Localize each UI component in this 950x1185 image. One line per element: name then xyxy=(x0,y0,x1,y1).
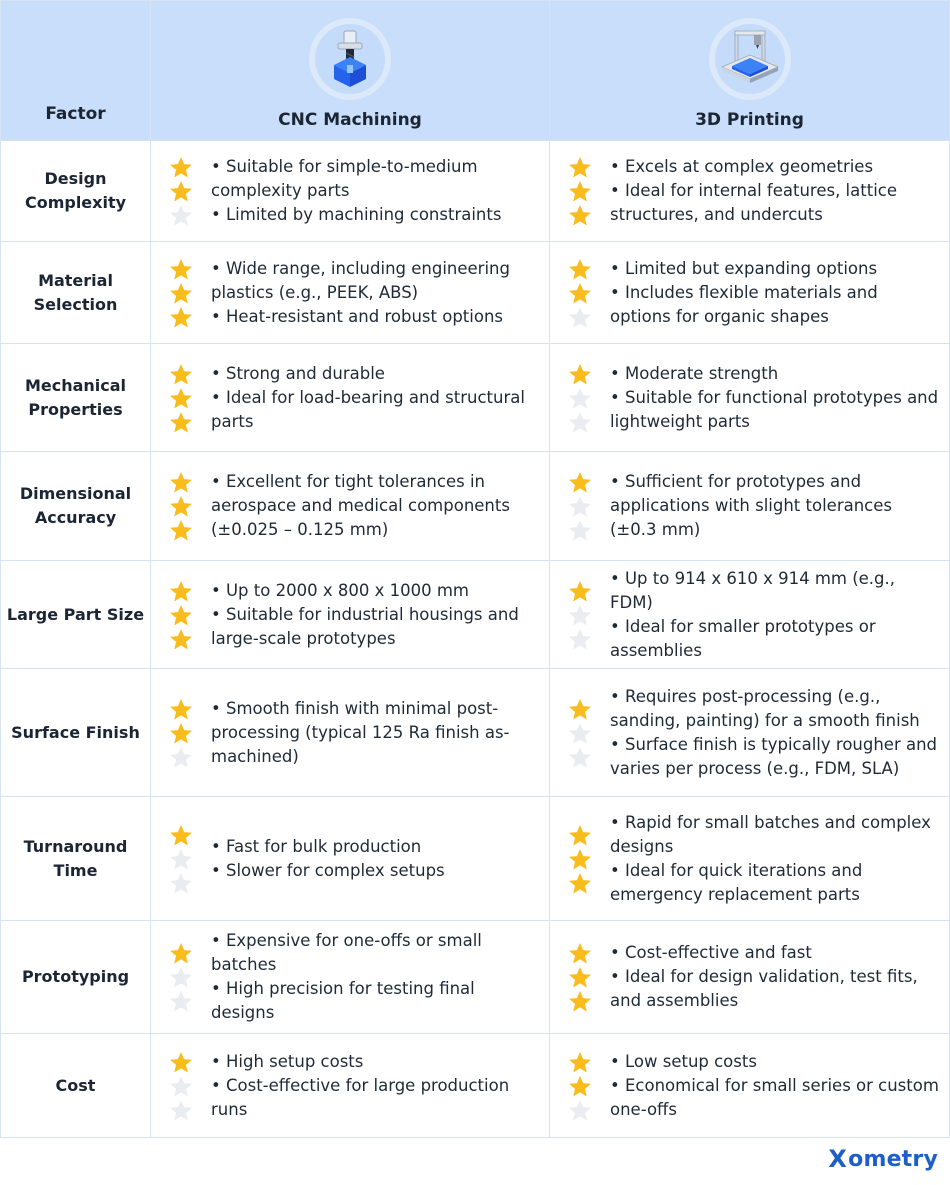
bullet-item: • Economical for small series or custom one-offs xyxy=(610,1074,939,1122)
star-rating xyxy=(167,697,195,769)
bullet-item: • Ideal for smaller prototypes or assemblies xyxy=(610,615,939,663)
cnc-cell xyxy=(151,141,550,242)
bullet-list xyxy=(151,470,549,542)
bullet-item: • Limited by machining constraints xyxy=(211,203,539,227)
bullet-list xyxy=(151,835,549,883)
bullet-list xyxy=(550,470,949,542)
star-empty-icon xyxy=(167,847,195,871)
star-filled-icon xyxy=(167,627,195,651)
factor-cell: Surface Finish xyxy=(1,669,151,797)
cnc-cell xyxy=(151,242,550,344)
bullet-item: • High precision for testing final designs xyxy=(211,977,539,1025)
table-row xyxy=(1,344,950,452)
bullet-list xyxy=(151,1050,549,1122)
cnc-cell xyxy=(151,797,550,921)
factor-cell: Cost xyxy=(1,1034,151,1138)
star-filled-icon xyxy=(167,721,195,745)
factor-cell: Prototyping xyxy=(1,921,151,1034)
bullet-list xyxy=(151,929,549,1025)
star-filled-icon xyxy=(167,603,195,627)
star-rating xyxy=(566,823,594,895)
table-row xyxy=(1,669,950,797)
table-row xyxy=(1,242,950,344)
bullet-list xyxy=(151,362,549,434)
star-empty-icon xyxy=(167,745,195,769)
star-filled-icon xyxy=(167,155,195,179)
factor-cell: Large Part Size xyxy=(1,561,151,669)
star-filled-icon xyxy=(566,847,594,871)
star-filled-icon xyxy=(167,494,195,518)
factor-cell: Turnaround Time xyxy=(1,797,151,921)
bullet-item: • Smooth finish with minimal post-processing (typical 125 Ra finish as-machined) xyxy=(211,697,539,769)
bullet-item: • Requires post-processing (e.g., sanding, painting) for a smooth finish xyxy=(610,685,939,733)
cnc-cell xyxy=(151,1034,550,1138)
bullet-item: • Limited but expanding options xyxy=(610,257,939,281)
star-empty-icon xyxy=(566,494,594,518)
star-filled-icon xyxy=(566,203,594,227)
star-filled-icon xyxy=(167,941,195,965)
printing-cell xyxy=(550,797,950,921)
3d-printer-icon xyxy=(708,17,792,101)
star-empty-icon xyxy=(566,745,594,769)
bullet-item: • Ideal for quick iterations and emergency replacement parts xyxy=(610,859,939,907)
star-filled-icon xyxy=(167,410,195,434)
bullet-list xyxy=(550,1050,949,1122)
star-empty-icon xyxy=(167,965,195,989)
bullet-list xyxy=(550,941,949,1013)
star-filled-icon xyxy=(566,941,594,965)
star-filled-icon xyxy=(566,257,594,281)
bullet-item: • Strong and durable xyxy=(211,362,539,386)
bullet-item: • Slower for complex setups xyxy=(211,859,539,883)
factor-header-label: Factor xyxy=(45,104,106,124)
cnc-cell xyxy=(151,561,550,669)
star-rating xyxy=(167,155,195,227)
printing-cell xyxy=(550,452,950,561)
table-row xyxy=(1,141,950,242)
bullet-list xyxy=(151,579,549,651)
factor-cell: Material Selection xyxy=(1,242,151,344)
star-empty-icon xyxy=(566,603,594,627)
xometry-logo-text: ometry xyxy=(848,1146,938,1172)
xometry-logo-mark: X xyxy=(828,1145,848,1173)
star-rating xyxy=(566,1050,594,1122)
star-rating xyxy=(167,362,195,434)
star-rating xyxy=(167,1050,195,1122)
star-filled-icon xyxy=(167,386,195,410)
star-filled-icon xyxy=(566,155,594,179)
star-empty-icon xyxy=(167,1098,195,1122)
star-filled-icon xyxy=(566,179,594,203)
star-rating xyxy=(167,823,195,895)
bullet-list xyxy=(550,155,949,227)
star-filled-icon xyxy=(167,697,195,721)
star-filled-icon xyxy=(167,579,195,603)
star-empty-icon xyxy=(566,305,594,329)
printing-cell xyxy=(550,141,950,242)
printing-column-header xyxy=(550,1,950,141)
star-rating xyxy=(167,257,195,329)
bullet-item: • Suitable for functional prototypes and lightweight parts xyxy=(610,386,939,434)
table-row xyxy=(1,1034,950,1138)
bullet-list xyxy=(151,697,549,769)
bullet-item: • Heat-resistant and robust options xyxy=(211,305,539,329)
star-filled-icon xyxy=(566,1074,594,1098)
bullet-list xyxy=(550,567,949,663)
bullet-item: • High setup costs xyxy=(211,1050,539,1074)
star-filled-icon xyxy=(167,470,195,494)
bullet-list xyxy=(550,257,949,329)
bullet-item: • Ideal for design validation, test fits, and assemblies xyxy=(610,965,939,1013)
star-filled-icon xyxy=(167,1050,195,1074)
bullet-item: • Rapid for small batches and complex designs xyxy=(610,811,939,859)
star-filled-icon xyxy=(566,470,594,494)
bullet-item: • Sufficient for prototypes and applications with slight tolerances (±0.3 mm) xyxy=(610,470,939,542)
star-filled-icon xyxy=(167,281,195,305)
bullet-item: • Ideal for internal features, lattice structures, and undercuts xyxy=(610,179,939,227)
bullet-item: • Moderate strength xyxy=(610,362,939,386)
star-empty-icon xyxy=(167,871,195,895)
cnc-mill-icon xyxy=(308,17,392,101)
bullet-item: • Up to 914 x 610 x 914 mm (e.g., FDM) xyxy=(610,567,939,615)
bullet-item: • Up to 2000 x 800 x 1000 mm xyxy=(211,579,539,603)
bullet-item: • Ideal for load-bearing and structural parts xyxy=(211,386,539,434)
printing-cell xyxy=(550,669,950,797)
star-empty-icon xyxy=(167,989,195,1013)
bullet-item: • Surface finish is typically rougher and varies per process (e.g., FDM, SLA) xyxy=(610,733,939,781)
printing-cell xyxy=(550,242,950,344)
cnc-cell xyxy=(151,669,550,797)
star-filled-icon xyxy=(566,823,594,847)
bullet-item: • Wide range, including engineering plastics (e.g., PEEK, ABS) xyxy=(211,257,539,305)
star-filled-icon xyxy=(566,579,594,603)
star-rating xyxy=(566,155,594,227)
star-rating xyxy=(566,579,594,651)
bullet-item: • Fast for bulk production xyxy=(211,835,539,859)
star-rating xyxy=(167,941,195,1013)
star-empty-icon xyxy=(566,627,594,651)
bullet-item: • Expensive for one-offs or small batches xyxy=(211,929,539,977)
star-filled-icon xyxy=(566,281,594,305)
printing-header-label: 3D Printing xyxy=(695,110,804,130)
star-filled-icon xyxy=(167,823,195,847)
xometry-logo xyxy=(828,1145,938,1173)
bullet-list xyxy=(151,257,549,329)
bullet-list xyxy=(550,685,949,781)
star-rating xyxy=(167,470,195,542)
star-filled-icon xyxy=(167,179,195,203)
bullet-item: • Cost-effective for large production runs xyxy=(211,1074,539,1122)
star-filled-icon xyxy=(167,305,195,329)
star-filled-icon xyxy=(566,965,594,989)
star-empty-icon xyxy=(566,1098,594,1122)
bullet-list xyxy=(550,811,949,907)
table-row xyxy=(1,561,950,669)
printing-cell xyxy=(550,1034,950,1138)
cnc-column-header xyxy=(151,1,550,141)
factor-cell: Design Complexity xyxy=(1,141,151,242)
star-rating xyxy=(566,362,594,434)
bullet-list xyxy=(151,155,549,227)
bullet-item: • Excellent for tight tolerances in aerospace and medical components (±0.025 – 0.125 mm) xyxy=(211,470,539,542)
star-filled-icon xyxy=(566,871,594,895)
bullet-list xyxy=(550,362,949,434)
bullet-item: • Suitable for simple-to-medium complexity parts xyxy=(211,155,539,203)
bullet-item: • Includes flexible materials and options for organic shapes xyxy=(610,281,939,329)
star-filled-icon xyxy=(566,1050,594,1074)
star-empty-icon xyxy=(566,721,594,745)
printing-cell xyxy=(550,561,950,669)
table-row xyxy=(1,797,950,921)
factor-cell: Dimensional Accuracy xyxy=(1,452,151,561)
star-filled-icon xyxy=(167,518,195,542)
bullet-item: • Suitable for industrial housings and large-scale prototypes xyxy=(211,603,539,651)
cnc-header-label: CNC Machining xyxy=(278,110,422,130)
cnc-cell xyxy=(151,452,550,561)
star-filled-icon xyxy=(167,257,195,281)
bullet-item: • Cost-effective and fast xyxy=(610,941,939,965)
star-rating xyxy=(566,941,594,1013)
factor-cell: Mechanical Properties xyxy=(1,344,151,452)
bullet-item: • Excels at complex geometries xyxy=(610,155,939,179)
star-empty-icon xyxy=(566,518,594,542)
star-empty-icon xyxy=(167,1074,195,1098)
star-rating xyxy=(167,579,195,651)
star-filled-icon xyxy=(167,362,195,386)
cnc-cell xyxy=(151,921,550,1034)
star-filled-icon xyxy=(566,697,594,721)
star-filled-icon xyxy=(566,989,594,1013)
header-row xyxy=(1,1,950,141)
star-filled-icon xyxy=(566,362,594,386)
table-row xyxy=(1,921,950,1034)
star-rating xyxy=(566,470,594,542)
printing-cell xyxy=(550,344,950,452)
star-rating xyxy=(566,697,594,769)
printing-cell xyxy=(550,921,950,1034)
star-rating xyxy=(566,257,594,329)
factor-column-header xyxy=(1,1,151,141)
table-row xyxy=(1,452,950,561)
star-empty-icon xyxy=(566,410,594,434)
star-empty-icon xyxy=(167,203,195,227)
bullet-item: • Low setup costs xyxy=(610,1050,939,1074)
star-empty-icon xyxy=(566,386,594,410)
cnc-cell xyxy=(151,344,550,452)
